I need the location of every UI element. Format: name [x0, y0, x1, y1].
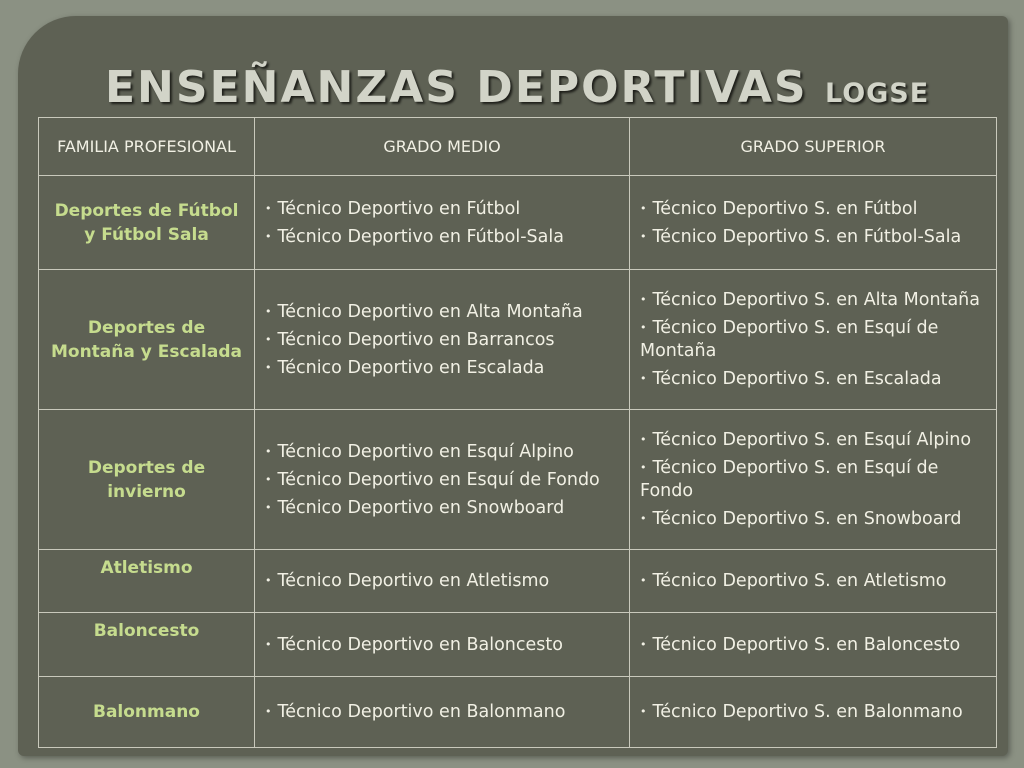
bullet-icon: •	[265, 500, 272, 514]
bullet-icon: •	[265, 201, 272, 215]
list-item	[265, 326, 619, 354]
bullet-icon: •	[640, 229, 647, 243]
list-item-text: Técnico Deportivo S. en Esquí de Fondo	[640, 458, 939, 501]
list-item	[640, 569, 986, 593]
list-item	[640, 633, 986, 657]
grado-medio-cell	[255, 677, 630, 748]
list-item	[265, 438, 619, 466]
title-main: ENSEÑANZAS DEPORTIVAS	[105, 62, 808, 113]
list-item	[640, 288, 986, 312]
grado-superior-cell	[630, 270, 997, 410]
list-item	[640, 316, 986, 363]
list-item	[640, 507, 986, 531]
bullet-icon: •	[640, 637, 647, 651]
list-item	[265, 466, 619, 494]
list-item	[640, 456, 986, 503]
table-row	[39, 410, 997, 550]
list-item	[640, 428, 986, 452]
grado-medio-cell	[255, 410, 630, 550]
grado-medio-cell	[255, 550, 630, 613]
bullet-icon: •	[265, 637, 272, 651]
bullet-icon: •	[640, 705, 647, 718]
familia-cell: Deportes de Montaña y Escalada	[39, 270, 255, 410]
familia-cell: Deportes de invierno	[39, 410, 255, 550]
bullet-icon: •	[640, 293, 647, 306]
bullet-icon: •	[640, 574, 647, 587]
bullet-icon: •	[265, 304, 272, 318]
bullet-icon: •	[265, 472, 272, 486]
bullet-icon: •	[265, 360, 272, 374]
bullet-icon: •	[265, 229, 272, 243]
grado-superior-cell	[630, 550, 997, 613]
table-row	[39, 176, 997, 270]
grado-superior-cell	[630, 176, 997, 270]
list-item-text: Técnico Deportivo en Baloncesto	[277, 634, 563, 655]
bullet-icon: •	[640, 512, 647, 525]
list-item-text: Técnico Deportivo S. en Baloncesto	[652, 634, 961, 655]
slide-title	[105, 62, 929, 113]
list-item-text: Técnico Deportivo S. en Escalada	[652, 369, 942, 389]
list-item	[265, 698, 619, 726]
list-item	[640, 367, 986, 391]
table-row	[39, 550, 997, 613]
familia-cell: Atletismo	[39, 550, 255, 613]
list-item	[265, 298, 619, 326]
table-row	[39, 613, 997, 677]
list-item	[640, 700, 986, 724]
bullet-icon: •	[640, 372, 647, 385]
table-header-row	[39, 118, 997, 176]
list-item	[265, 354, 619, 382]
list-item-text: Técnico Deportivo en Atletismo	[277, 571, 550, 591]
bullet-icon: •	[265, 332, 272, 346]
list-item	[265, 195, 619, 223]
table-row	[39, 677, 997, 748]
familia-cell: Balonmano	[39, 677, 255, 748]
bullet-icon: •	[640, 433, 647, 446]
familia-cell: Deportes de Fútbol y Fútbol Sala	[39, 176, 255, 270]
bullet-icon: •	[640, 321, 647, 334]
list-item-text: Técnico Deportivo en Esquí Alpino	[277, 441, 574, 462]
list-item	[265, 631, 619, 659]
enseñanzas-table	[38, 117, 997, 748]
list-item-text: Técnico Deportivo en Alta Montaña	[277, 301, 583, 322]
list-item-text: Técnico Deportivo en Escalada	[277, 357, 545, 378]
list-item-text: Técnico Deportivo S. en Esquí de Montaña	[640, 318, 939, 361]
list-item-text: Técnico Deportivo en Fútbol-Sala	[277, 226, 564, 247]
list-item-text: Técnico Deportivo S. en Esquí Alpino	[652, 430, 972, 450]
list-item-text: Técnico Deportivo S. en Fútbol	[652, 198, 918, 219]
header-grado-medio: GRADO MEDIO	[255, 118, 630, 176]
list-item-text: Técnico Deportivo en Snowboard	[277, 497, 565, 518]
table-row	[39, 270, 997, 410]
list-item-text: Técnico Deportivo en Fútbol	[277, 198, 521, 219]
list-item-text: Técnico Deportivo S. en Atletismo	[652, 571, 947, 591]
title-suffix: LOGSE	[824, 78, 930, 109]
list-item-text: Técnico Deportivo S. en Fútbol-Sala	[652, 226, 962, 247]
bullet-icon: •	[265, 574, 272, 587]
list-item	[640, 197, 986, 221]
list-item	[265, 494, 619, 522]
list-item-text: Técnico Deportivo en Balonmano	[277, 702, 566, 722]
bullet-icon: •	[640, 461, 647, 474]
grado-medio-cell	[255, 613, 630, 677]
list-item-text: Técnico Deportivo S. en Alta Montaña	[652, 290, 980, 310]
grado-superior-cell	[630, 613, 997, 677]
familia-cell: Baloncesto	[39, 613, 255, 677]
header-familia: FAMILIA PROFESIONAL	[39, 118, 255, 176]
grado-superior-cell	[630, 677, 997, 748]
bullet-icon: •	[640, 201, 647, 215]
list-item-text: Técnico Deportivo en Barrancos	[277, 329, 555, 350]
list-item-text: Técnico Deportivo S. en Snowboard	[652, 509, 962, 529]
list-item-text: Técnico Deportivo en Esquí de Fondo	[277, 469, 600, 490]
header-grado-superior: GRADO SUPERIOR	[630, 118, 997, 176]
bullet-icon: •	[265, 444, 272, 458]
list-item-text: Técnico Deportivo S. en Balonmano	[652, 702, 963, 722]
list-item	[265, 567, 619, 595]
grado-medio-cell	[255, 176, 630, 270]
list-item	[265, 223, 619, 251]
list-item	[640, 225, 986, 249]
bullet-icon: •	[265, 705, 272, 718]
grado-medio-cell	[255, 270, 630, 410]
grado-superior-cell	[630, 410, 997, 550]
